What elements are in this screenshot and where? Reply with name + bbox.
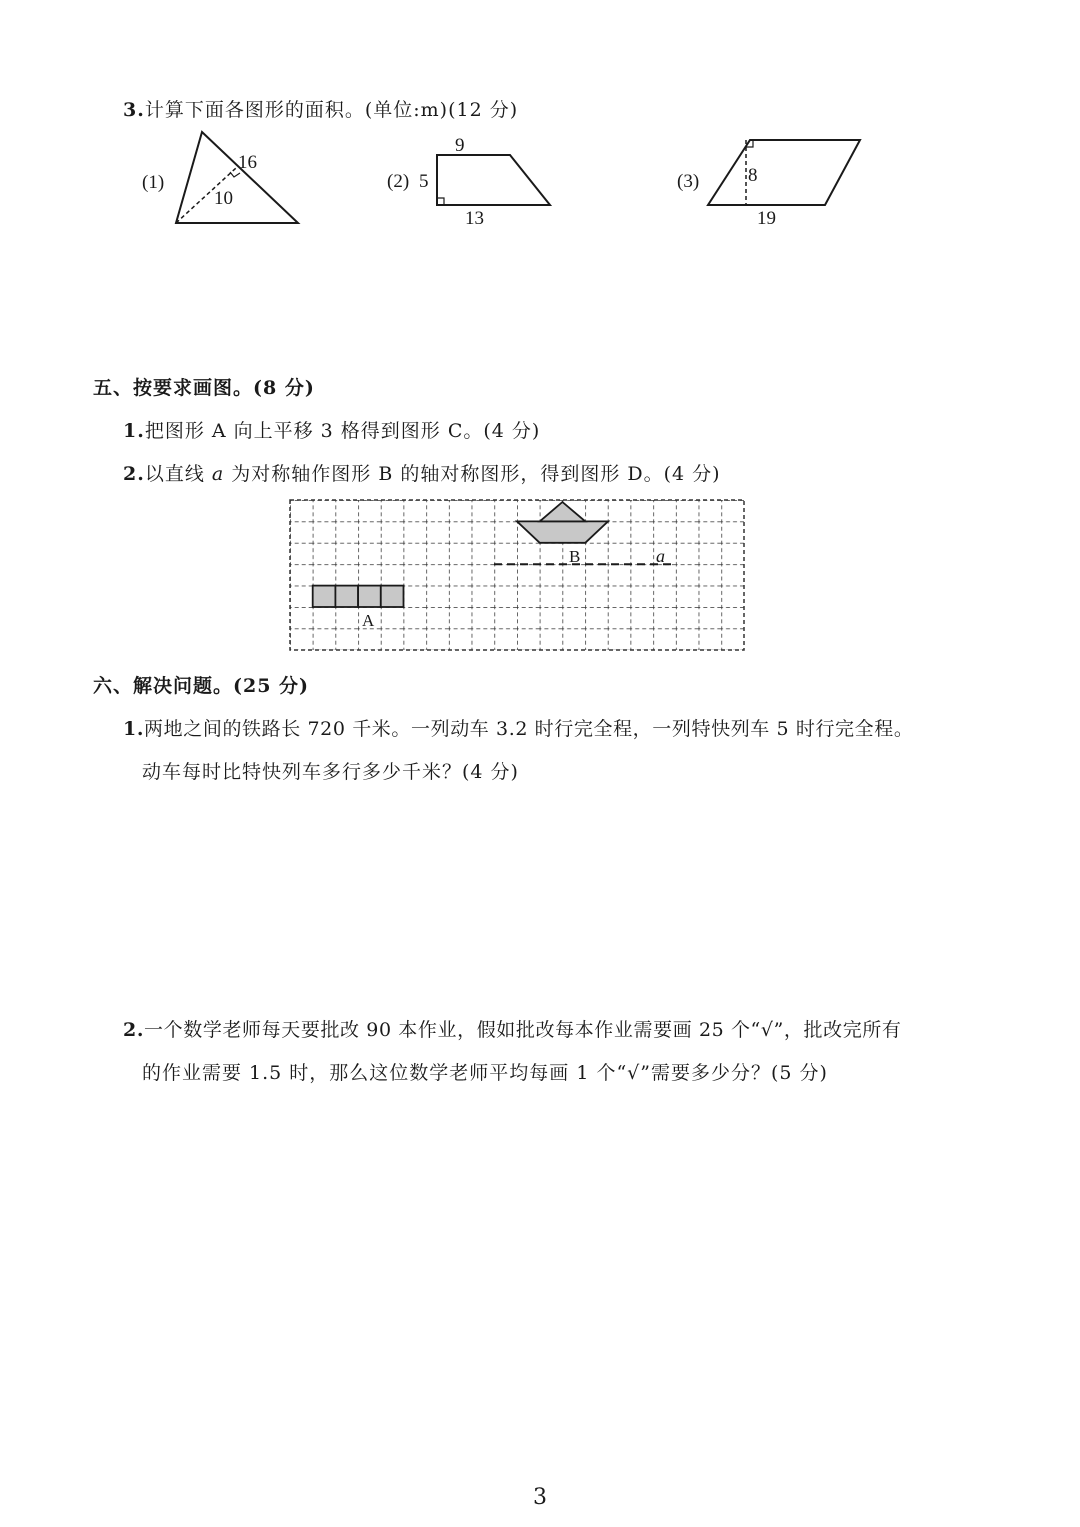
shape-a-cell [358, 586, 381, 607]
s6-item1-line2: 动车每时比特快列车多行多少千米？(4 分) [142, 761, 519, 783]
drawing-grid [290, 500, 750, 655]
figure-triangle [140, 130, 310, 230]
s5-item2: 2.以直线 a 为对称轴作图形 B 的轴对称图形，得到图形 D。(4 分) [123, 463, 721, 485]
axis-variable: a [211, 463, 225, 485]
parallelogram-height-label: 8 [748, 165, 758, 186]
shape-a [313, 586, 404, 607]
figure-trapezoid [385, 135, 565, 230]
trapezoid-shape [437, 155, 550, 205]
section5-title: 五、按要求画图。(8 分) [93, 377, 315, 399]
parallelogram-base-label: 19 [757, 208, 776, 229]
shape-b-label: B [569, 547, 581, 566]
figure-parallelogram [675, 135, 875, 230]
trapezoid-top-label: 9 [455, 135, 465, 156]
s6-item1-line1: 1.两地之间的铁路长 720 千米。一列动车 3.2 时行完全程，一列特快列车 5 时行完全程。 [123, 718, 914, 740]
figure3-label: (3) [677, 171, 700, 192]
axis-label: a [656, 546, 665, 566]
page-number: 3 [533, 1485, 547, 1510]
parallelogram-shape [708, 140, 860, 205]
q3-number: 3. [123, 99, 145, 121]
s5-item1: 1.把图形 A 向上平移 3 格得到图形 C。(4 分) [123, 420, 541, 442]
s6-item2-line2: 的作业需要 1.5 时，那么这位数学老师平均每画 1 个“√”需要多少分？(5 分) [142, 1062, 828, 1084]
triangle-side-label: 16 [238, 152, 257, 173]
shape-a-cell [335, 586, 358, 607]
shape-a-cell [313, 586, 336, 607]
q3-text: 3.计算下面各图形的面积。(单位:m)(12 分) [123, 99, 519, 121]
figure2-label: (2) [387, 171, 410, 192]
s6-item2-line1: 2.一个数学老师每天要批改 90 本作业，假如批改每本作业需要画 25 个“√”，批改完所有 [123, 1019, 902, 1041]
triangle-shape [176, 132, 298, 223]
figure1-label: (1) [142, 172, 165, 193]
shape-a-label: A [362, 611, 375, 630]
section6-title: 六、解决问题。(25 分) [93, 675, 310, 697]
trapezoid-bottom-label: 13 [465, 208, 484, 229]
trapezoid-right-angle [437, 198, 444, 205]
shape-a-cell [381, 586, 404, 607]
triangle-height-label: 10 [214, 188, 233, 209]
trapezoid-left-label: 5 [419, 171, 429, 192]
